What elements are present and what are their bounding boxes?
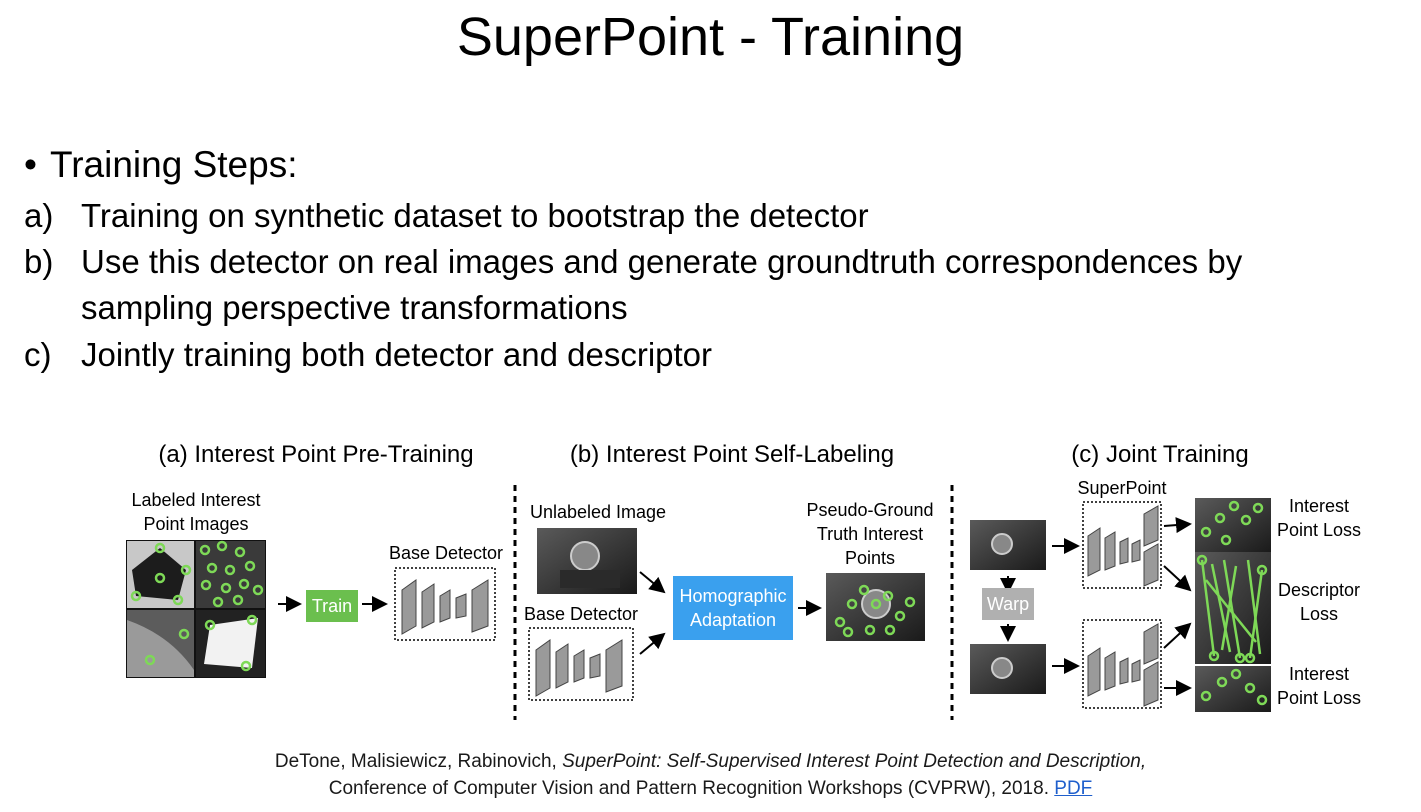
bullet-text: Training Steps: (50, 144, 298, 185)
figure-canvas (0, 420, 1421, 730)
loss-top-label-1: Interest (1288, 496, 1350, 516)
step-text: Jointly training both detector and descriptor (81, 336, 713, 373)
superpoint-network-bottom (1083, 620, 1161, 708)
warp-label: Warp (986, 594, 1030, 614)
citation-authors: DeTone, Malisiewicz, Rabinovich, (274, 751, 563, 772)
bullet-dot-icon: • (24, 144, 37, 185)
citation-line-2 (0, 776, 1421, 802)
loss-top-label-2: Point Loss (1276, 520, 1362, 540)
panel-b-title: (b) Interest Point Self-Labeling (569, 441, 895, 468)
step-letter: a) (24, 197, 54, 234)
base-detector-a-label: Base Detector (388, 543, 504, 563)
superpoint-training-figure (0, 420, 1421, 730)
train-label: Train (311, 596, 353, 616)
descriptor-loss-label-1: Descriptor (1277, 580, 1361, 600)
labeled-images-label-2: Point Images (143, 514, 249, 534)
superpoint-network-top (1083, 502, 1161, 588)
base-detector-b (529, 628, 633, 700)
loss-bottom-label-1: Interest (1288, 664, 1350, 684)
citation-venue: Conference of Computer Vision and Pattern Recognition Workshops (CVPRW), 2018 (328, 778, 1044, 799)
arrow-to-desc-bottom (1164, 624, 1190, 648)
arrow-image-to-homographic (640, 572, 664, 592)
citation-separator: . (1043, 778, 1055, 799)
slide-title: SuperPoint - Training (456, 7, 965, 67)
bullet-heading (24, 141, 297, 189)
base-detector-a (395, 568, 495, 640)
homographic-label-1: Homographic (679, 586, 787, 606)
base-detector-b-label: Base Detector (523, 604, 639, 624)
homographic-label-2: Adaptation (689, 610, 777, 630)
input-image-top (970, 520, 1046, 570)
pseudo-gt-label-1: Pseudo-Ground (806, 500, 934, 520)
step-text: Training on synthetic dataset to bootstrap the detector (81, 197, 869, 234)
labeled-images-label-1: Labeled Interest (131, 490, 261, 510)
pdf-link[interactable]: PDF (1054, 778, 1093, 799)
descriptor-match-image (1195, 552, 1271, 664)
panel-a-title: (a) Interest Point Pre-Training (158, 441, 474, 468)
citation-line-1 (0, 749, 1421, 775)
citation-paper-title: SuperPoint: Self-Supervised Interest Point Detection and Description, (562, 751, 1147, 772)
superpoint-label: SuperPoint (1077, 478, 1167, 498)
step-text: Use this detector on real images and generate groundtruth correspondences by (81, 243, 1243, 280)
pseudo-gt-label-2: Truth Interest (816, 524, 924, 544)
descriptor-loss-label-2: Loss (1299, 604, 1339, 624)
arrow-to-desc-top (1164, 566, 1190, 590)
pseudo-gt-label-3: Points (844, 548, 896, 568)
output-image-top (1195, 498, 1271, 552)
unlabeled-image (537, 528, 637, 594)
panel-c-title: (c) Joint Training (1071, 441, 1249, 468)
step-text: sampling perspective transformations (81, 289, 628, 326)
step-letter: c) (24, 336, 52, 373)
loss-bottom-label-2: Point Loss (1276, 688, 1362, 708)
input-image-bottom (970, 644, 1046, 694)
step-letter: b) (24, 243, 54, 280)
arrow-detector-to-homographic (640, 634, 664, 654)
arrow-to-loss-top (1164, 524, 1190, 526)
unlabeled-image-label: Unlabeled Image (529, 502, 667, 522)
